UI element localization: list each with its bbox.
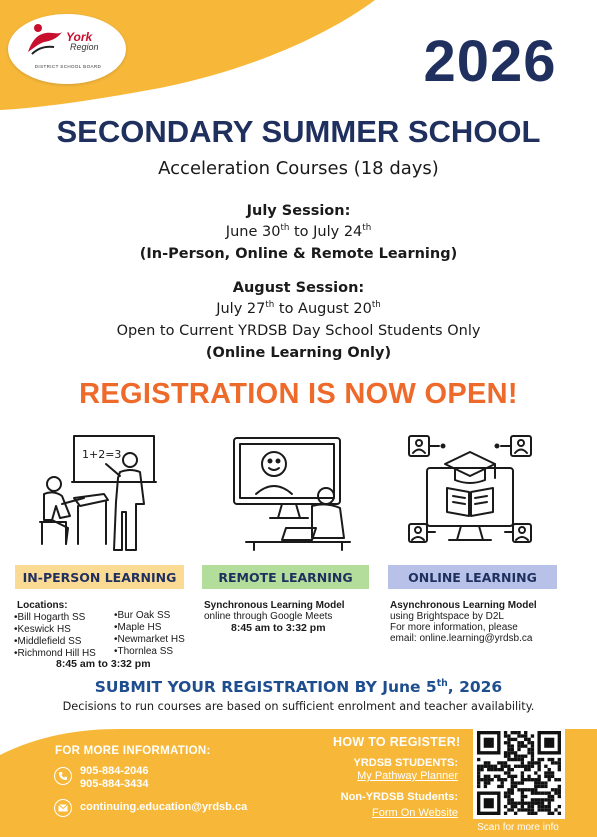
location-item: •Newmarket HS (114, 634, 185, 645)
more-info-heading: FOR MORE INFORMATION: (55, 745, 211, 757)
year-heading: 2026 (423, 29, 557, 94)
yrdsb-logo (8, 14, 126, 84)
qr-caption: Scan for more info (477, 822, 559, 833)
phone-number-1[interactable]: 905-884-2046 (80, 765, 149, 777)
july-session-heading: July Session: (246, 203, 351, 219)
location-item: •Keswick HS (14, 624, 71, 635)
online-learning-illustration-icon (405, 432, 535, 552)
august-session-heading: August Session: (232, 280, 365, 296)
location-item: •Bill Hogarth SS (14, 612, 86, 623)
qr-code[interactable] (473, 727, 565, 819)
page-title: SECONDARY SUMMER SCHOOL (56, 114, 541, 149)
phone-glyph (58, 771, 68, 781)
phone-icon (54, 767, 72, 785)
location-item: •Middlefield SS (14, 636, 82, 647)
decisions-note: Decisions to run courses are based on sufficient enrolment and teacher availability. (62, 700, 535, 713)
online-learning-label: ONLINE LEARNING (388, 565, 557, 589)
logo-region-text: Region (70, 42, 99, 52)
online-email: email: online.learning@yrdsb.ca (390, 633, 533, 644)
location-item: •Richmond Hill HS (14, 648, 96, 659)
locations-left-list (14, 612, 96, 660)
how-to-register-heading: HOW TO REGISTER! (333, 735, 461, 749)
mail-glyph (58, 804, 68, 812)
qr-code-pattern (473, 727, 565, 819)
registration-open-banner: REGISTRATION IS NOW OPEN! (79, 378, 518, 410)
in-person-learning-label: IN-PERSON LEARNING (15, 565, 184, 589)
online-platform: using Brightspace by D2L (390, 611, 504, 622)
contact-email[interactable]: continuing.education@yrdsb.ca (80, 801, 248, 813)
logo-mark-icon (24, 22, 64, 58)
subtitle: Acceleration Courses (18 days) (158, 158, 439, 179)
submit-deadline: SUBMIT YOUR REGISTRATION BY June 5th, 2026 (94, 677, 503, 696)
remote-hours: 8:45 am to 3:32 pm (231, 622, 326, 634)
form-on-website-link[interactable]: Form On Website (372, 807, 458, 819)
video-call-illustration-icon (226, 432, 356, 552)
july-session-dates: June 30th to July 24th (225, 223, 372, 240)
logo-board-text: DISTRICT SCHOOL BOARD (34, 64, 102, 69)
phone-number-2[interactable]: 905-884-3434 (80, 778, 149, 790)
classroom-illustration-icon (32, 432, 162, 552)
locations-heading: Locations: (17, 600, 68, 611)
logo-york-text: York (66, 30, 93, 44)
location-item: •Bur Oak SS (114, 610, 171, 621)
yrdsb-students-label: YRDSB STUDENTS: (353, 757, 458, 769)
august-session-eligibility: Open to Current YRDSB Day School Students Only (116, 323, 481, 339)
online-info: For more information, please (390, 622, 518, 633)
non-yrdsb-students-label: Non-YRDSB Students: (340, 791, 458, 803)
mail-icon (54, 799, 72, 817)
location-item: •Maple HS (114, 622, 162, 633)
july-session-mode: (In-Person, Online & Remote Learning) (139, 246, 458, 262)
location-item: •Thornlea SS (114, 646, 174, 657)
august-session-dates: July 27th to August 20th (216, 300, 381, 317)
my-pathway-planner-link[interactable]: My Pathway Planner (357, 770, 458, 782)
online-model: Asynchronous Learning Model (390, 600, 537, 611)
august-session-mode: (Online Learning Only) (205, 345, 392, 361)
locations-right-list (114, 610, 185, 658)
board-equation: 1+2=3 (82, 448, 122, 461)
remote-learning-label: REMOTE LEARNING (202, 565, 369, 589)
in-person-hours: 8:45 am to 3:32 pm (56, 658, 151, 670)
remote-detail: online through Google Meets (204, 611, 333, 622)
remote-model: Synchronous Learning Model (204, 600, 345, 611)
